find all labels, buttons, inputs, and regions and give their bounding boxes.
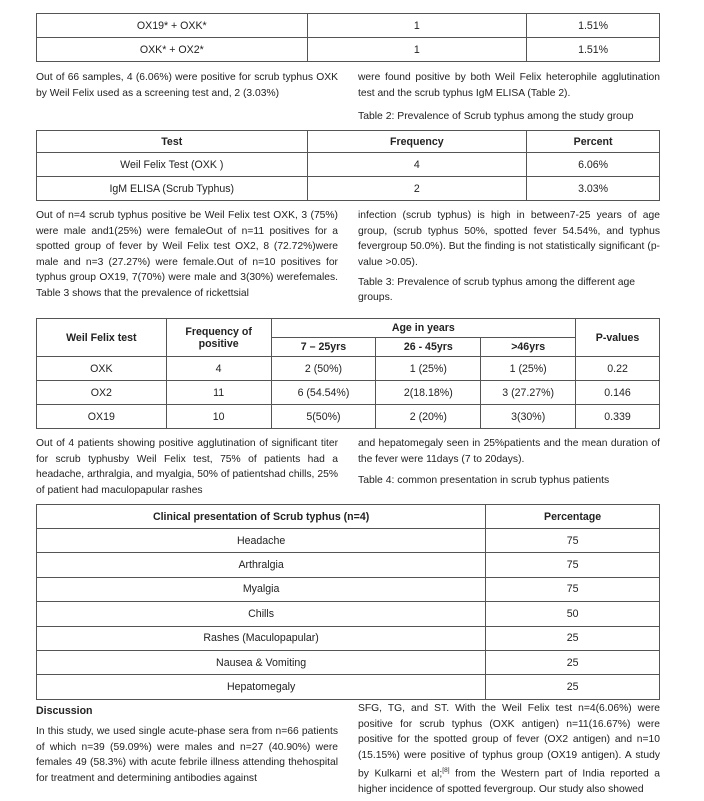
table-cell: 5(50%) — [271, 405, 376, 429]
table-cell: Headache — [37, 529, 486, 553]
table-cell: Chills — [37, 602, 486, 626]
citation-reference: [8] — [442, 767, 450, 774]
table-cell: Arthralgia — [37, 553, 486, 577]
table-2-row — [37, 177, 660, 201]
table-cell: 4 — [166, 357, 271, 381]
table-2-row — [37, 153, 660, 177]
table-3-header-pvalues: P-values — [576, 319, 660, 357]
table-4-row — [37, 675, 660, 699]
table-4-row — [37, 650, 660, 674]
table-cell: Hepatomegaly — [37, 675, 486, 699]
paragraph-4-left: In this study, we used single acute-phase sera from n=66 patients of which n=39 (59.09%) were males and n=27 (40.90%) were females 49 (58.3%) with acute febrile illness attending thehospital for treatment and determining antibodies against — [36, 726, 338, 784]
paragraph-4-right-text-b: from the Western part of India reported a higher incidence of spotted fevergroup. Our study also showed — [358, 768, 660, 795]
table-cell: 2 (50%) — [271, 357, 376, 381]
table-cell: 6.06% — [527, 153, 660, 177]
table-cell: OX19* + OXK* — [37, 14, 308, 38]
table-cell: OXK — [37, 357, 167, 381]
table-cell: 10 — [166, 405, 271, 429]
table-cell: 0.146 — [576, 381, 660, 405]
table-cell: 3.03% — [527, 177, 660, 201]
table-cell: 11 — [166, 381, 271, 405]
table-cell: 75 — [486, 553, 660, 577]
paragraph-2-left: Out of n=4 scrub typhus positive be Weil Felix test OXK, 3 (75%) were male and1(25%) were femaleOut of n=11 positives for a spotted group of fever by Weil Felix test OX2, 8 (72.72%)were male and n=3 (27.27%) were female.Out of n=10 positives for typhus group OX19, 7(70%) were male and 3(30%) werefemales. Table 3 shows that the prevalence of rickettsial — [36, 210, 338, 299]
table-4-row — [37, 529, 660, 553]
table-1-row — [37, 38, 660, 62]
table-cell: OX19 — [37, 405, 167, 429]
table-cell: 25 — [486, 650, 660, 674]
paragraph-3-right: and hepatomegaly seen in 25%patients and the mean duration of the fever were 11days (7 to 20days). — [358, 438, 660, 465]
table-cell: OX2 — [37, 381, 167, 405]
table-3-row — [37, 381, 660, 405]
table-3-age-group: >46yrs — [481, 338, 576, 357]
table-cell: 50 — [486, 602, 660, 626]
table-3-age-group: 7 – 25yrs — [271, 338, 376, 357]
table-3-header-test: Weil Felix test — [37, 319, 167, 357]
table-cell: 1 (25%) — [481, 357, 576, 381]
table-cell: 3 (27.27%) — [481, 381, 576, 405]
table-cell: 0.22 — [576, 357, 660, 381]
table-3-header-age: Age in years — [271, 319, 576, 338]
table-3-header-frequency: Frequency of positive — [166, 319, 271, 357]
discussion-heading: Discussion — [36, 705, 93, 717]
table-4-row — [37, 553, 660, 577]
table-1 — [36, 13, 660, 62]
table-2-header: Test — [37, 131, 308, 153]
table-3-caption: Table 3: Prevalence of scrub typhus among the different age groups. — [358, 277, 636, 303]
table-3-age-group: 26 - 45yrs — [376, 338, 481, 357]
table-cell: Rashes (Maculopapular) — [37, 626, 486, 650]
table-cell: 2(18.18%) — [376, 381, 481, 405]
table-3-row — [37, 405, 660, 429]
table-4-row — [37, 626, 660, 650]
table-3-row — [37, 357, 660, 381]
paragraph-3-left: Out of 4 patients showing positive agglutination of significant titer for scrub typhusby Weil Felix test, 75% of patients had a headache, arthralgia, and myalgia, 50% of patientshad chills, 25% of patient had maculopapular rashes — [36, 438, 338, 496]
table-cell: 2 — [307, 177, 527, 201]
table-cell: 6 (54.54%) — [271, 381, 376, 405]
table-cell: 75 — [486, 529, 660, 553]
table-4-row — [37, 577, 660, 601]
table-cell: 1 (25%) — [376, 357, 481, 381]
table-4-caption: Table 4: common presentation in scrub typhus patients — [358, 475, 610, 486]
table-4-header: Percentage — [486, 505, 660, 529]
table-cell: Weil Felix Test (OXK ) — [37, 153, 308, 177]
paragraph-1-right: were found positive by both Weil Felix heterophile agglutination test and the scrub typhus IgM ELISA (Table 2). — [358, 72, 660, 99]
table-cell: 1 — [307, 38, 527, 62]
table-cell: 1.51% — [527, 14, 660, 38]
paragraph-2-right: infection (scrub typhus) is high in between7-25 years of age group, (scrub typhus 50%, spotted fever 54.54%, and typhus fevergroup 50.0%). But the finding is not statistically significant (p-value >0.05). — [358, 210, 660, 268]
paragraph-1-left: Out of 66 samples, 4 (6.06%) were positive for scrub typhus OXK by Weil Felix used as a screening test and, 2 (3.03%) — [36, 72, 338, 99]
table-4 — [36, 504, 660, 700]
table-2-header: Percent — [527, 131, 660, 153]
table-cell: IgM ELISA (Scrub Typhus) — [37, 177, 308, 201]
table-cell: Myalgia — [37, 577, 486, 601]
table-4-row — [37, 602, 660, 626]
table-cell: 3(30%) — [481, 405, 576, 429]
table-cell: 1.51% — [527, 38, 660, 62]
table-cell: 2 (20%) — [376, 405, 481, 429]
paragraph-4-right — [358, 701, 660, 797]
table-cell: OXK* + OX2* — [37, 38, 308, 62]
table-2-caption: Table 2: Prevalence of Scrub typhus among the study group — [358, 111, 634, 122]
table-cell: 25 — [486, 626, 660, 650]
table-cell: 0.339 — [576, 405, 660, 429]
table-cell: 25 — [486, 675, 660, 699]
table-3 — [36, 318, 660, 429]
table-cell: 4 — [307, 153, 527, 177]
paragraph-4-right-text-a: SFG, TG, and ST. With the Weil Felix test n=4(6.06%) were positive for scrub typhus (OXK antigen) n=11(16.67%) were positive for the spotted group of fever (OX2 antigen) and n=10 (15.15%) were positive of typhus group (OX19 antigen). A study by Kulkarni et al; — [358, 703, 660, 780]
table-1-row — [37, 14, 660, 38]
table-cell: Nausea & Vomiting — [37, 650, 486, 674]
table-4-header: Clinical presentation of Scrub typhus (n=4) — [37, 505, 486, 529]
table-2-header: Frequency — [307, 131, 527, 153]
table-cell: 75 — [486, 577, 660, 601]
table-2 — [36, 130, 660, 201]
table-cell: 1 — [307, 14, 527, 38]
